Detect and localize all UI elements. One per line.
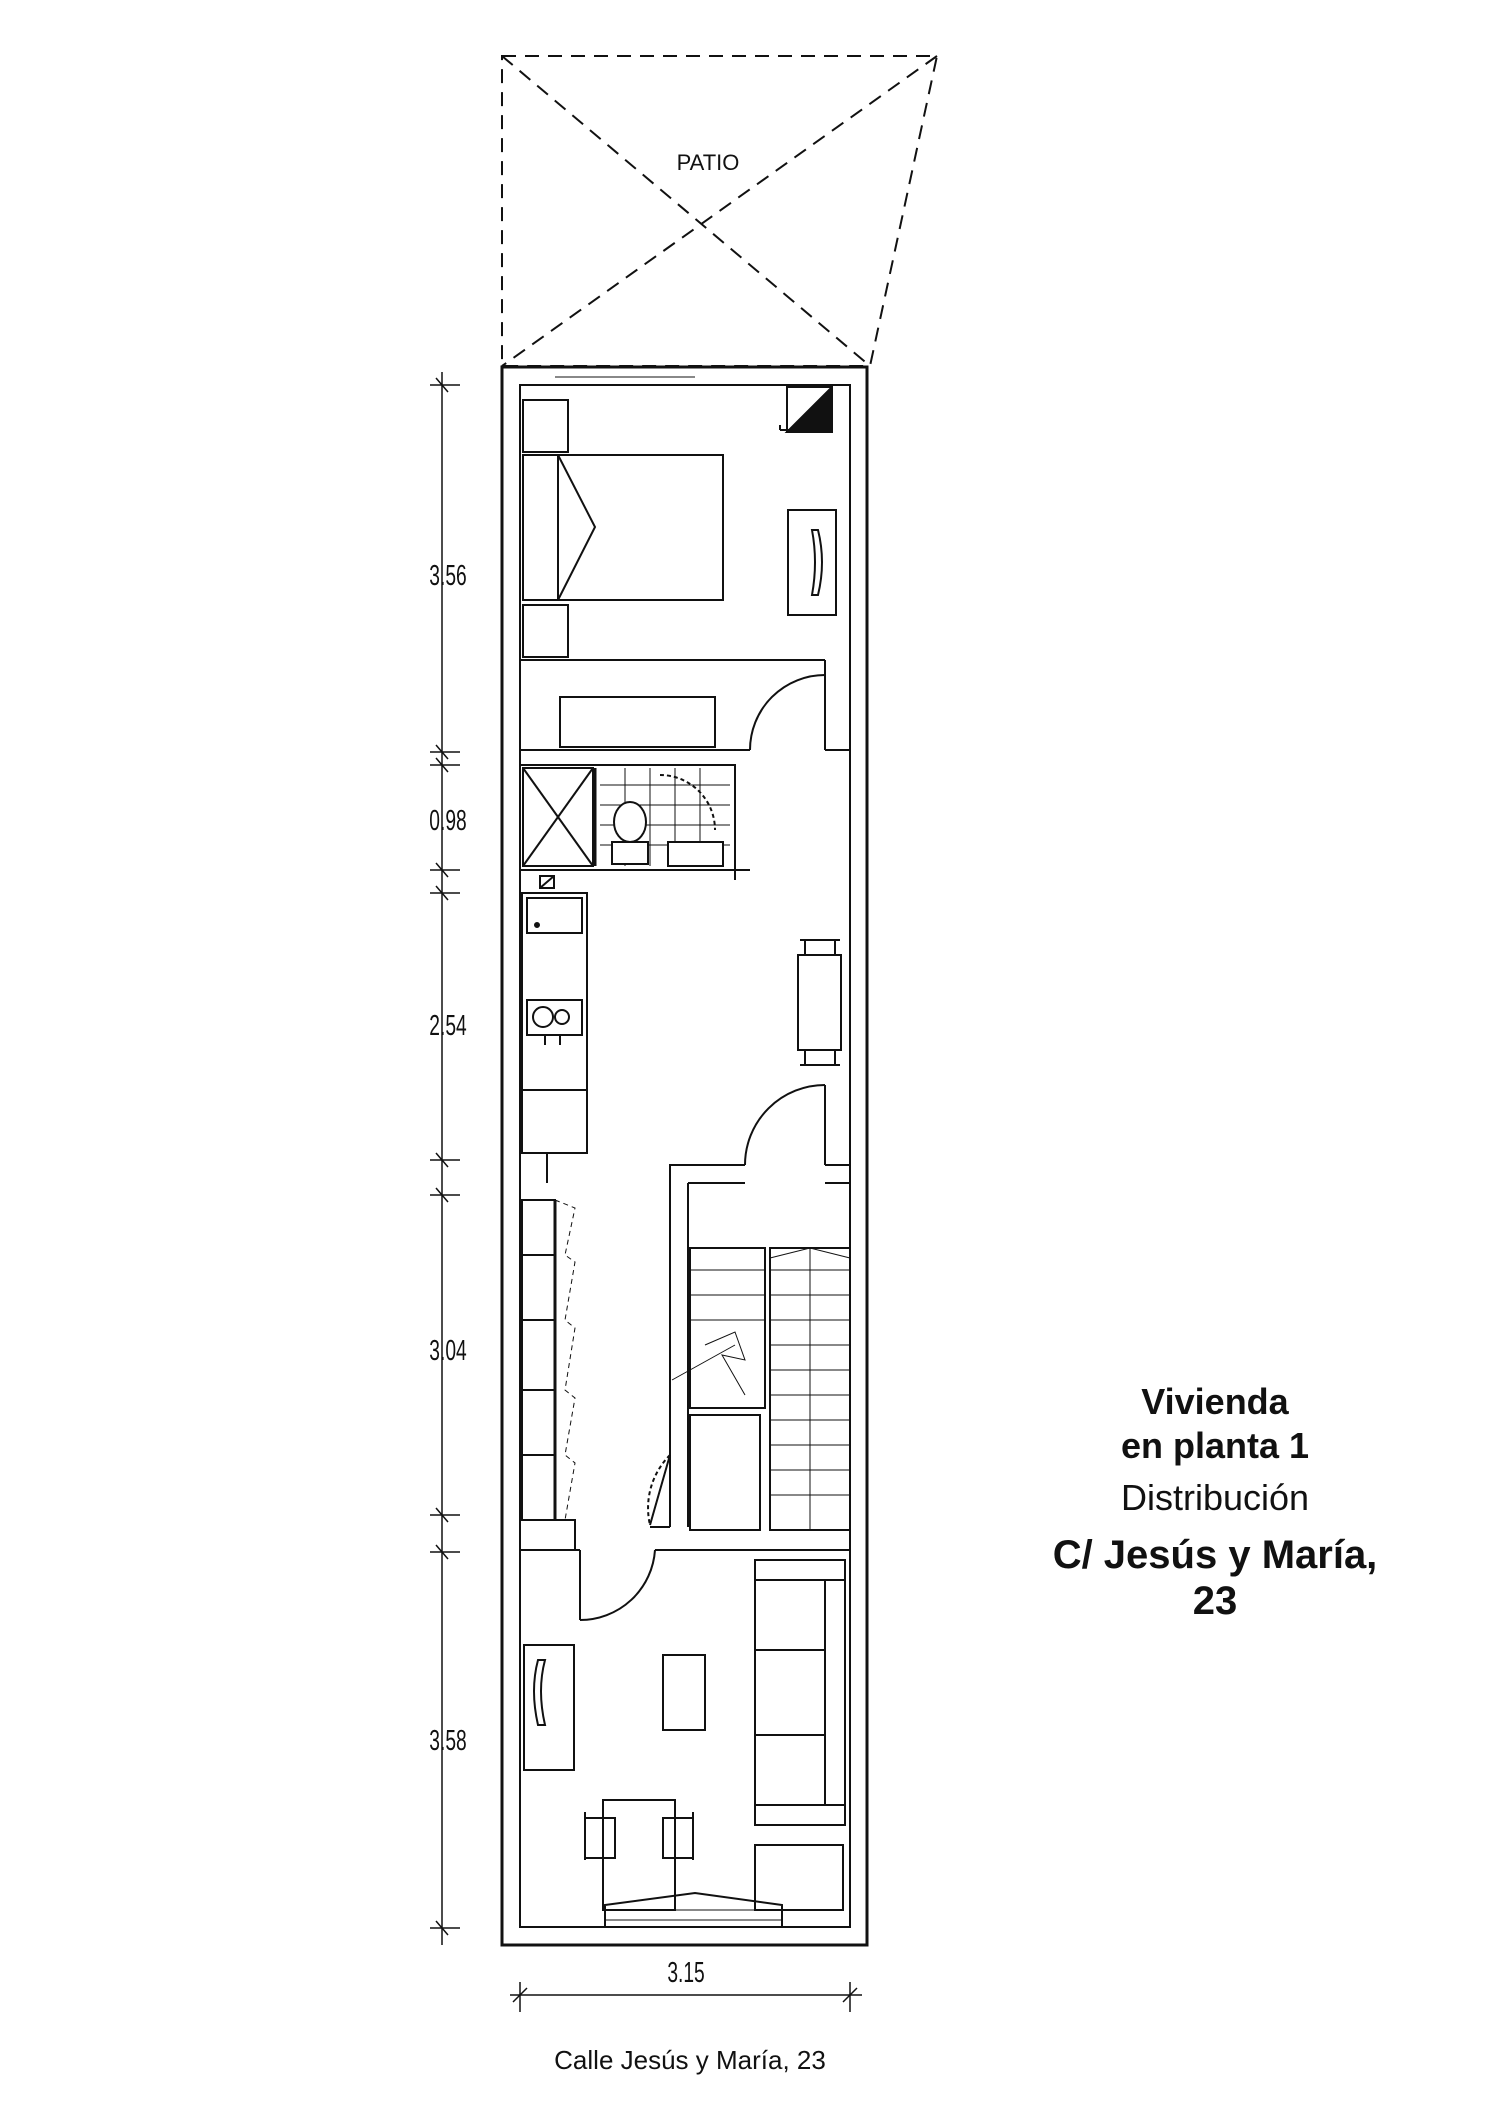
desk [524, 1645, 574, 1770]
vertical-dimension-line [430, 372, 460, 1945]
sink [668, 842, 723, 866]
kitchen [520, 893, 587, 1183]
living-room [524, 1550, 850, 1927]
sofa [755, 1560, 845, 1825]
bed [523, 455, 723, 600]
stairs [648, 1165, 850, 1530]
nightstand [523, 605, 568, 657]
bedroom [520, 387, 850, 750]
street-label: Calle Jesús y María, 23 [554, 2045, 826, 2075]
toilet [614, 802, 646, 842]
dimension-label-kitchen: 2.54 [429, 1010, 467, 1043]
armchair [755, 1845, 843, 1910]
outer-walls [502, 367, 867, 1945]
dimension-label-living: 3.58 [429, 1725, 467, 1758]
nightstand [523, 400, 568, 452]
patio-area [502, 56, 937, 366]
dimension-label-width: 3.15 [667, 1957, 705, 1990]
dimension-label-stairs: 3.04 [429, 1335, 467, 1368]
wardrobe [788, 510, 836, 615]
kitchen-sink [527, 898, 582, 933]
closet [520, 1200, 575, 1550]
title-block [1050, 1380, 1380, 1624]
patio-label: PATIO [676, 150, 740, 175]
subtitle: Distribución [1120, 1477, 1310, 1518]
table [603, 1800, 675, 1910]
bathroom [520, 765, 750, 888]
dresser [560, 697, 715, 747]
dining-table [798, 940, 841, 1065]
dimension-label-bedroom: 3.56 [429, 560, 467, 593]
title-line-1: Vivienda [1141, 1381, 1289, 1422]
title-line-2: en planta 1 [1120, 1425, 1310, 1466]
address-title: C/ Jesús y María, 23 [1052, 1533, 1378, 1623]
coffee-table [663, 1655, 705, 1730]
dimension-label-bathroom: 0.98 [429, 805, 467, 838]
